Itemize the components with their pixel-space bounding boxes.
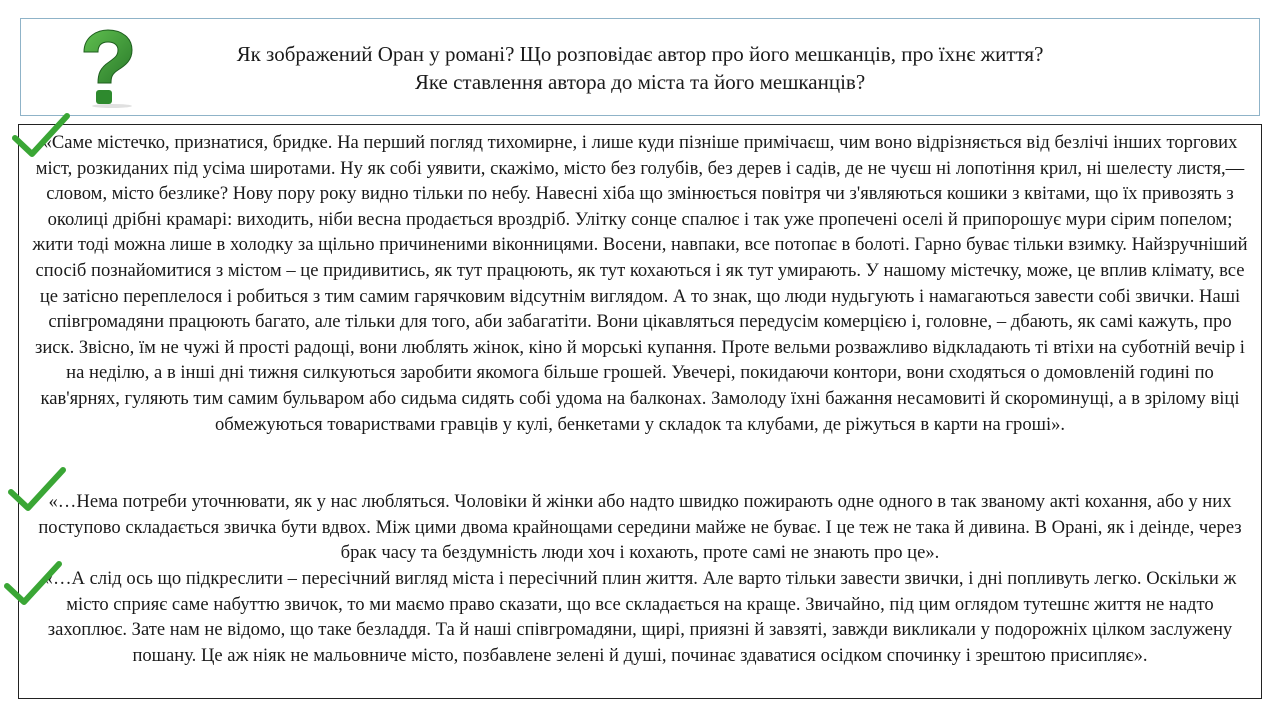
- checkmark-icon: [8, 466, 66, 512]
- question-text: [150, 40, 1130, 96]
- checkmark-icon: [12, 112, 70, 158]
- checkmark-icon: [4, 560, 62, 606]
- question-mark-icon: [76, 28, 138, 108]
- quote-paragraph-2: «…Нема потреби уточнювати, як у нас любляться. Чоловіки й жінки або надто швидко пожирають одне одного в так званому акті кохання, або у них поступово складається звичка бути вдвох. Між цими двома крайнощами середини майже не буває. І це теж не така й дивина. В Орані, як і деінде, через брак часу та бездумність люди хоч і кохають, проте самі не знають про це».: [38, 491, 1242, 564]
- question-line-2: Яке ставлення автора до міста та його мешканців?: [414, 70, 866, 94]
- question-line-1: Як зображений Оран у романі? Що розповідає автор про його мешканців, про їхнє життя?: [236, 42, 1044, 66]
- quote-paragraph-1: «Саме містечко, признатися, бридке. На перший погляд тихомирне, і лише куди пізніше примічаєш, чим воно відрізняється від безлічі інших торгових міст, розкиданих під усіма широтами. Ну як собі уявити, скажімо, місто без голубів, без дерев і садів, де не чуєш ні лопотіння крил, ні шелесту листя,— словом, місто безлике? Нову пору року видно тільки по небу. Навесні хіба що змінюється повітря чи з'являються кошики з квітами, що їх привозять з околиці дрібні крамарі: виходить, ніби весна продається вроздріб. Улітку сонце спалює і так уже пропечені оселі й припорошує мури сірим попелом; жити тоді можна лише в холодку за щільно причиненими віконницями. Восени, навпаки, все потопає в болоті. Гарно буває тільки взимку. Найзручніший спосіб познайомитися з містом – це придивитись, як тут працюють, як тут кохаються і як тут умирають. У нашому містечку, може, це вплив клімату, все це затісно переплелося і робиться з тим самим гарячковим відсутнім виглядом. А то знак, що люди нудьгують і намагаються завести собі звички. Наші співгромадяни працюють багато, але тільки для того, аби забагатіти. Вони цікавляться передусім комерцією і, головне, – дбають, як самі кажуть, про зиск. Звісно, їм не чужі й прості радощі, вони люблять жінок, кіно й морські купання. Проте вельми розважливо відкладають ті втіхи на суботній вечір і на неділю, а в інші дні тижня силкуються заробити якомога більше грошей. Увечері, покидаючи контори, вони сходяться о домовленій годині по кав'ярнях, гуляють тим самим бульваром або сидьма сидять собі удома на балконах. Замолоду їхні бажання несамовиті й скороминущі, а в зрілому віці обмежуються товариствами гравців у кулі, бенкетами у складок та клубами, де ріжуться в карти на гроші».: [32, 132, 1248, 435]
- quote-paragraph-3: «…А слід ось що підкреслити – пересічний вигляд міста і пересічний плин життя. Але варто тільки завести звички, і дні попливуть легко. Оскільки ж місто сприяє саме набуттю звичок, то ми маємо право сказати, що все складається на краще. Звичайно, під цим оглядом тутешнє життя не надто захоплює. Зате нам не відомо, що таке безладдя. Та й наші співгромадяни, щирі, приязні й завзяті, завжди викликали у подорожніх цілком заслужену пошану. Це аж ніяк не мальовниче місто, позбавлене зелені й душі, починає здаватися осідком спочинку і зрештою присипляє».: [43, 568, 1237, 666]
